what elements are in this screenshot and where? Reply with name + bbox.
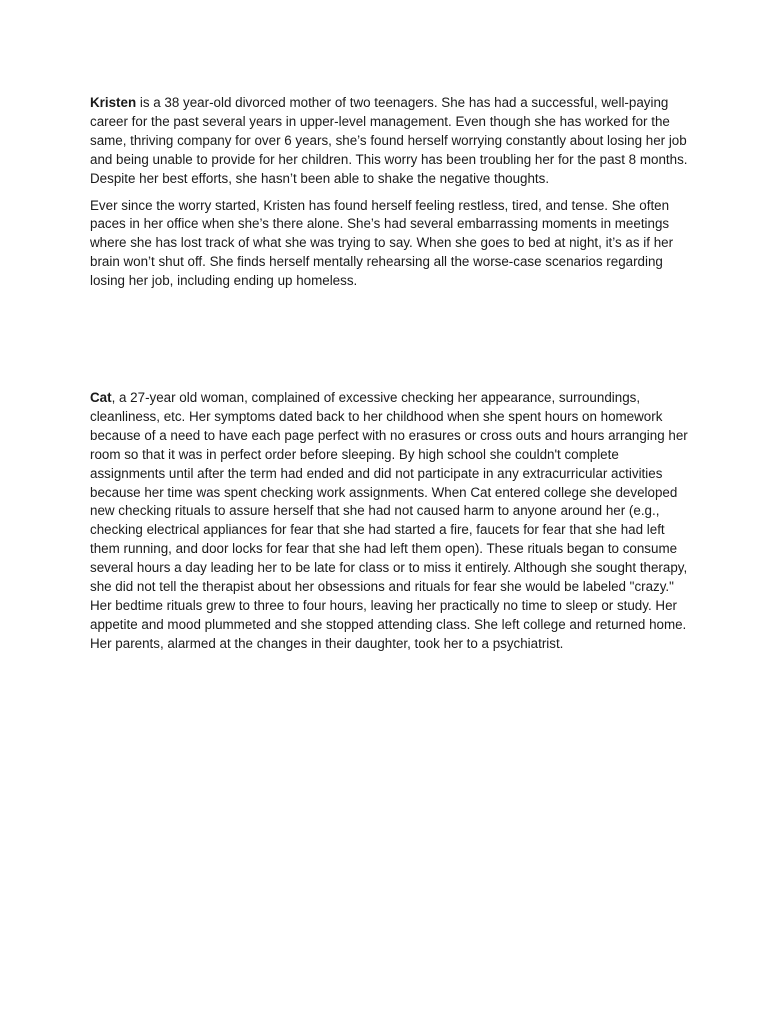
case-study-cat	[90, 389, 688, 654]
case-name-kristen: Kristen	[90, 95, 137, 110]
cat-paragraph-1	[90, 389, 688, 654]
cat-paragraph-1-text: , a 27-year old woman, complained of excessive checking her appearance, surroundings, cleanliness, etc. Her symptoms dated back to her childhood when she spent hours on homework because of a need to have each page perfect with no erasures or cross outs and hours arranging her room so that it was in perfect order before sleeping. By high school she couldn't complete assignments until after the term had ended and did not participate in any extracurricular activities because her time was spent checking work assignments. When Cat entered college she developed new checking rituals to assure herself that she had not caused harm to anyone around her (e.g., checking electrical appliances for fear that she had started a fire, faucets for fear that she had left them running, and door locks for fear that she had left them open). These rituals began to consume several hours a day leading her to be late for class or to miss it entirely. Although she sought therapy, she did not tell the therapist about her obsessions and rituals for fear she would be labeled "crazy." Her bedtime rituals grew to three to four hours, leaving her practically no time to sleep or study. Her appetite and mood plummeted and she stopped attending class. She left college and returned home. Her parents, alarmed at the changes in their daughter, took her to a psychiatrist.	[90, 390, 688, 651]
kristen-paragraph-1	[90, 94, 688, 189]
case-name-cat: Cat	[90, 390, 112, 405]
kristen-paragraph-1-text: is a 38 year-old divorced mother of two teenagers. She has had a successful, well-paying career for the past several years in upper-level management. Even though she has worked for the same, thriving company for over 6 years, she’s found herself worrying constantly about losing her job and being unable to provide for her children. This worry has been troubling her for the past 8 months. Despite her best efforts, she hasn’t been able to shake the negative thoughts.	[90, 95, 688, 186]
kristen-paragraph-2: Ever since the worry started, Kristen has found herself feeling restless, tired, and tense. She often paces in her office when she’s there alone. She’s had several embarrassing moments in meetings where she has lost track of what she was trying to say. When she goes to bed at night, it’s as if her brain won’t shut off. She finds herself mentally rehearsing all the worse-case scenarios regarding losing her job, including ending up homeless.	[90, 197, 674, 289]
case-study-kristen	[90, 94, 688, 291]
